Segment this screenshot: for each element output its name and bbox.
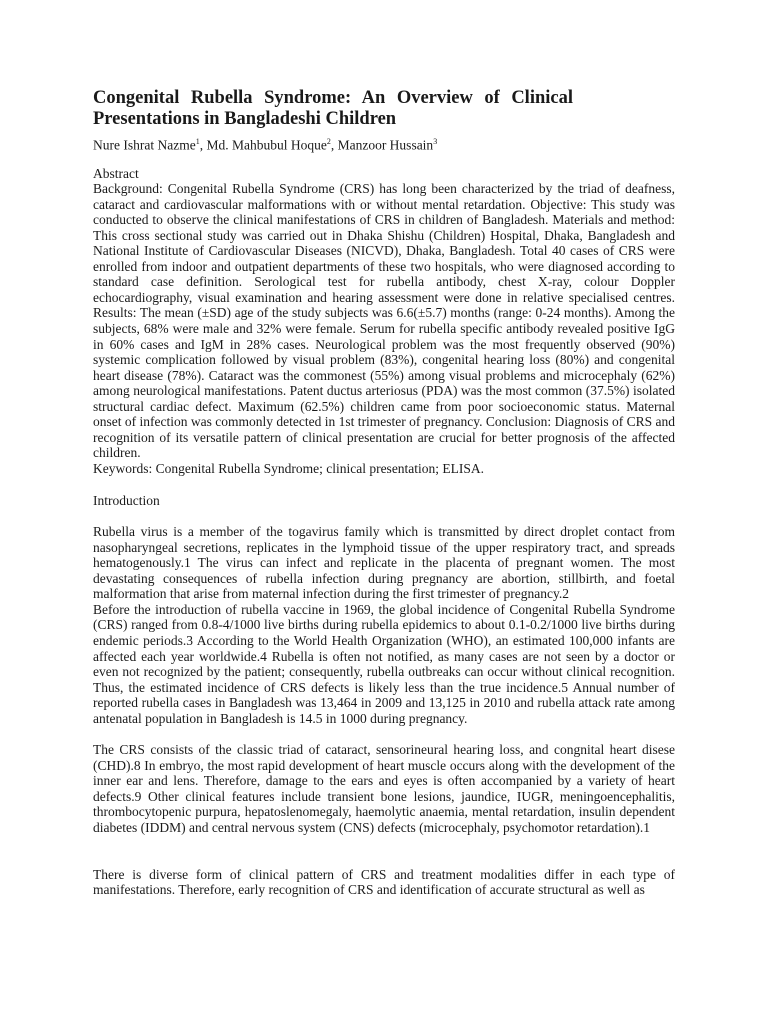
crs-triad-paragraph: The CRS consists of the classic triad of cataract, sensorineural hearing loss, and congnital heart disese (CHD).8 In embryo, the most rapid development of heart muscle occurs along with the development of the inner ear and lens. Therefore, damage to the ears and eyes is often accompanied by a variety of heart defects.9 Other clinical features include transient bone lesions, jaundice, IUGR, meningoencephalitis, thrombocytopenic purpura, hepatoslenomegaly, haemolytic anaemia, mental retardation, insulin dependent diabetes (IDDM) and central nervous system (CNS) defects (microcephaly, psychomotor retardation).1	[93, 742, 675, 835]
abstract-text: Background: Congenital Rubella Syndrome (CRS) has long been characterized by the triad of deafness, cataract and cardiovascular malformations with or without mental retardation. Objective: This study was conducted to observe the clinical manifestations of CRS in children of Bangladesh. Materials and method: This cross sectional study was carried out in Dhaka Shishu (Children) Hospital, Dhaka, Bangladesh and National Institute of Cardiovascular Diseases (NICVD), Dhaka, Bangladesh. Total 40 cases of CRS were enrolled from indoor and outpatient departments of these two hospitals, who were diagnosed according to standard case definition. Serological test for rubella antibody, chest X-ray, colour Doppler echocardiography, visual examination and hearing assessment were done in relative specialised centres. Results: The mean (±SD) age of the study subjects was 6.6(±5.7) months (range: 0-24 months). Among the subjects, 68% were male and 32% were female. Serum for rubella specific antibody revealed positive IgG in 60% cases and IgM in 28% cases. Neurological problem was the most frequently observed (90%) systemic complication followed by visual problem (83%), congenital hearing loss (80%) and congenital heart disease (78%). Cataract was the commonest (55%) among visual problems and microcephaly (62%) among neurological manifestations. Patent ductus arteriosus (PDA) was the most common (37.5%) isolated structural cardiac defect. Maximum (62.5%) children came from poor socioeconomic status. Maternal onset of infection was commonly detected in 1st trimester of pregnancy. Conclusion: Diagnosis of CRS and recognition of its versatile pattern of clinical presentation are crucial for better prognosis of the affected children.	[93, 181, 675, 461]
author-list: Nure Ishrat Nazme$^1$, Md. Mahbubul Hoque$^2$, Manzoor Hussain$^3$	[93, 137, 438, 153]
author-1-affiliation: 1	[195, 137, 200, 146]
author-2-affiliation: 2	[326, 137, 331, 146]
paper-content	[93, 88, 675, 898]
author-2: Md. Mahbubul Hoque	[206, 137, 327, 153]
author-1: Nure Ishrat Nazme	[93, 137, 196, 153]
author-3: Manzoor Hussain	[337, 137, 434, 153]
paper-title: Congenital Rubella Syndrome: An Overview of Clinical Presentations in Bangladeshi Children	[93, 88, 573, 129]
intro-paragraph-2: Before the introduction of rubella vaccine in 1969, the global incidence of Congenital Rubella Syndrome (CRS) ranged from 0.8-4/1000 live births during rubella epidemics to about 0.1-0.2/1000 live births during endemic periods.3 According to the World Health Organization (WHO), an estimated 100,000 infants are affected each year worldwide.4 Rubella is often not notified, as many cases are not seen by a doctor or even not recognized by the patient; consequently, rubella outbreaks can occur without clinical recognition. Thus, the estimated incidence of CRS defects is likely less than the true incidence.5 Annual number of reported rubella cases in Bangladesh was 13,464 in 2009 and 13,125 in 2010 and rubella attack rate among antenatal population in Bangladesh is 14.5 in 1000 during pregnancy.	[93, 601, 675, 726]
clinical-pattern-paragraph: There is diverse form of clinical pattern of CRS and treatment modalities differ in each type of manifestations. Therefore, early recognition of CRS and identification of accurate structural as well as	[93, 866, 675, 898]
introduction-heading: Introduction	[93, 492, 160, 508]
keywords: Keywords: Congenital Rubella Syndrome; clinical presentation; ELISA.	[93, 460, 485, 476]
author-3-affiliation: 3	[433, 137, 438, 146]
abstract-heading: Abstract	[93, 165, 139, 181]
intro-paragraph-1: Rubella virus is a member of the togavirus family which is transmitted by direct droplet contact from nasopharyngeal secretions, replicates in the lymphoid tissue of the upper respiratory tract, and spreads hematogenously.1 The virus can infect and replicate in the placenta of pregnant women. The most devastating consequences of rubella infection during pregnancy are abortion, stillbirth, and foetal malformation that arise from maternal infection during the first trimester of pregnancy.2	[93, 524, 675, 602]
